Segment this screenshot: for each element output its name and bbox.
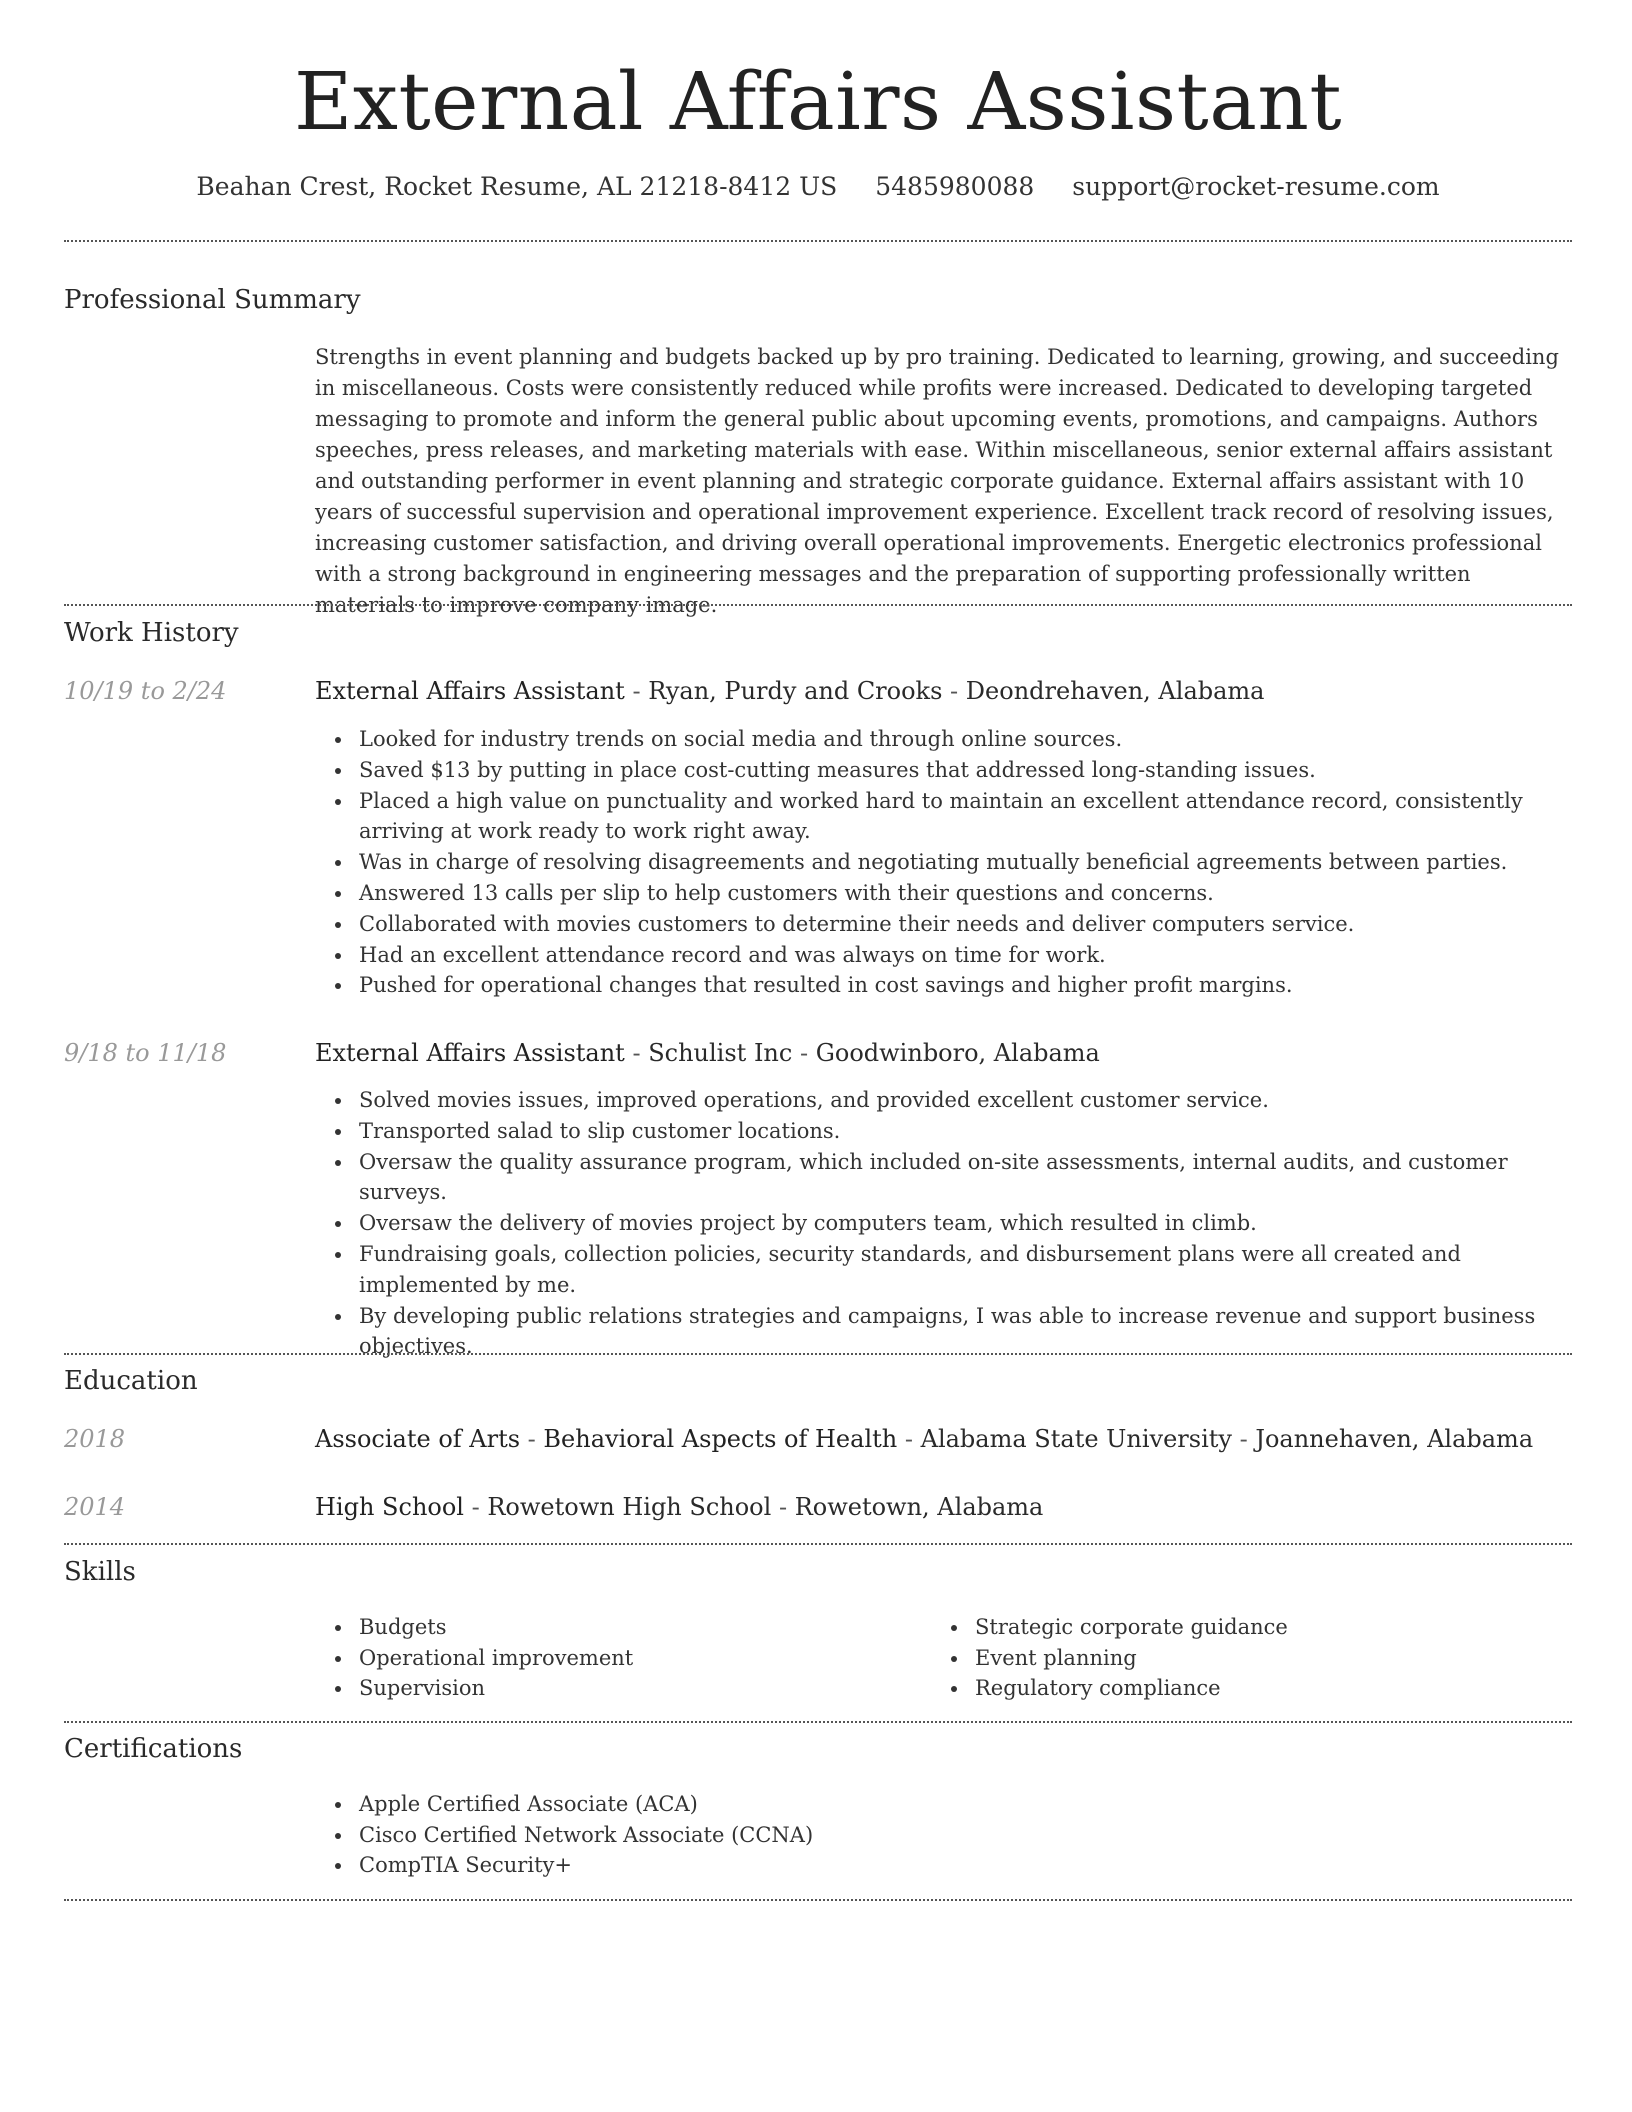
job-role: External Affairs Assistant	[315, 1039, 625, 1067]
job-bullets	[315, 1085, 1572, 1362]
certifications-list	[315, 1789, 1215, 1881]
job-title: External Affairs Assistant - Schulist Inc - Goodwinboro, Alabama	[315, 1039, 1100, 1067]
list-item: Transported salad to slip customer locations.	[315, 1116, 1572, 1147]
section-title-summary: Professional Summary	[64, 285, 361, 315]
divider	[64, 240, 1572, 242]
education-year: 2014	[64, 1493, 126, 1521]
list-item: Saved $13 by putting in place cost-cutting measures that addressed long-standing issues.	[315, 755, 1572, 786]
job-title: External Affairs Assistant - Ryan, Purdy and Crooks - Deondrehaven, Alabama	[315, 677, 1265, 705]
job-location: Goodwinboro, Alabama	[815, 1039, 1100, 1067]
section-title-education: Education	[64, 1366, 198, 1396]
list-item: Looked for industry trends on social media and through online sources.	[315, 724, 1572, 755]
section-title-work: Work History	[64, 618, 239, 648]
list-item: Regulatory compliance	[931, 1673, 1531, 1704]
list-item: Supervision	[315, 1673, 915, 1704]
list-item: Had an excellent attendance record and was always on time for work.	[315, 940, 1572, 971]
list-item: Event planning	[931, 1643, 1531, 1674]
divider	[64, 1721, 1572, 1723]
list-item: Cisco Certified Network Associate (CCNA)	[315, 1820, 1215, 1851]
list-item: Apple Certified Associate (ACA)	[315, 1789, 1215, 1820]
contact-phone: 5485980088	[875, 172, 1035, 201]
skills-column-2	[931, 1612, 1531, 1704]
education-field: Behavioral Aspects of Health	[543, 1425, 898, 1453]
list-item: Solved movies issues, improved operations, and provided excellent customer service.	[315, 1085, 1572, 1116]
education-entry: Associate of Arts - Behavioral Aspects of Health - Alabama State University - Joannehaven, Alabama	[315, 1425, 1534, 1453]
job-dates: 9/18 to 11/18	[64, 1039, 227, 1067]
candidate-name: External Affairs Assistant	[293, 55, 1343, 148]
list-item: Budgets	[315, 1612, 915, 1643]
education-year: 2018	[64, 1425, 126, 1453]
divider	[64, 1899, 1572, 1901]
list-item: Answered 13 calls per slip to help customers with their questions and concerns.	[315, 878, 1572, 909]
section-title-certifications: Certifications	[64, 1734, 243, 1764]
skills-column-1	[315, 1612, 915, 1704]
divider	[64, 604, 1572, 606]
divider	[64, 1353, 1572, 1355]
section-title-skills: Skills	[64, 1557, 136, 1587]
list-item: Oversaw the quality assurance program, which included on-site assessments, internal audits, and customer surveys.	[315, 1147, 1572, 1209]
list-item: Pushed for operational changes that resulted in cost savings and higher profit margins.	[315, 970, 1572, 1001]
job-location: Deondrehaven, Alabama	[965, 677, 1265, 705]
job-dates: 10/19 to 2/24	[64, 677, 227, 705]
list-item: Oversaw the delivery of movies project by computers team, which resulted in climb.	[315, 1208, 1572, 1239]
list-item: Operational improvement	[315, 1643, 915, 1674]
education-degree: Associate of Arts	[315, 1425, 521, 1453]
education-entry: High School - Rowetown High School - Rowetown, Alabama	[315, 1493, 1044, 1521]
education-location: Joannehaven, Alabama	[1255, 1425, 1534, 1453]
education-degree: High School	[315, 1493, 464, 1521]
job-bullets	[315, 724, 1572, 1001]
contact-line	[64, 170, 1572, 204]
contact-email: support@rocket-resume.com	[1072, 172, 1440, 201]
job-company: Ryan, Purdy and Crooks	[648, 677, 943, 705]
list-item: Fundraising goals, collection policies, security standards, and disbursement plans were all created and implemented by me.	[315, 1239, 1572, 1301]
resume-page	[64, 0, 1572, 2112]
summary-text: Strengths in event planning and budgets backed up by pro training. Dedicated to learning, growing, and succeeding in miscellaneous. Costs were consistently reduced while profits were increased. Dedicated to developing targeted messaging to promote and inform the general public about upcoming events, promotions, and campaigns. Authors speeches, press releases, and marketing materials with ease. Within miscellaneous, senior external affairs assistant and outstanding performer in event planning and strategic corporate guidance. External affairs assistant with 10 years of successful supervision and operational improvement experience. Excellent track record of resolving issues, increasing customer satisfaction, and driving overall operational improvements. Energetic electronics professional with a strong background in engineering messages and the preparation of supporting professionally written materials to improve company image.	[315, 345, 1559, 617]
education-school: Alabama State University	[920, 1425, 1232, 1453]
divider	[64, 1543, 1572, 1545]
list-item: By developing public relations strategies and campaigns, I was able to increase revenue and support business objectives.	[315, 1301, 1572, 1363]
list-item: Strategic corporate guidance	[931, 1612, 1531, 1643]
job-company: Schulist Inc	[648, 1039, 793, 1067]
education-location: Rowetown, Alabama	[794, 1493, 1044, 1521]
list-item: Collaborated with movies customers to determine their needs and deliver computers service.	[315, 909, 1572, 940]
contact-address: Beahan Crest, Rocket Resume, AL 21218-8412 US	[196, 172, 838, 201]
job-role: External Affairs Assistant	[315, 677, 625, 705]
list-item: CompTIA Security+	[315, 1850, 1215, 1881]
list-item: Was in charge of resolving disagreements and negotiating mutually beneficial agreements between parties.	[315, 847, 1572, 878]
education-school: Rowetown High School	[487, 1493, 772, 1521]
list-item: Placed a high value on punctuality and worked hard to maintain an excellent attendance record, consistently arriving at work ready to work right away.	[315, 786, 1572, 848]
